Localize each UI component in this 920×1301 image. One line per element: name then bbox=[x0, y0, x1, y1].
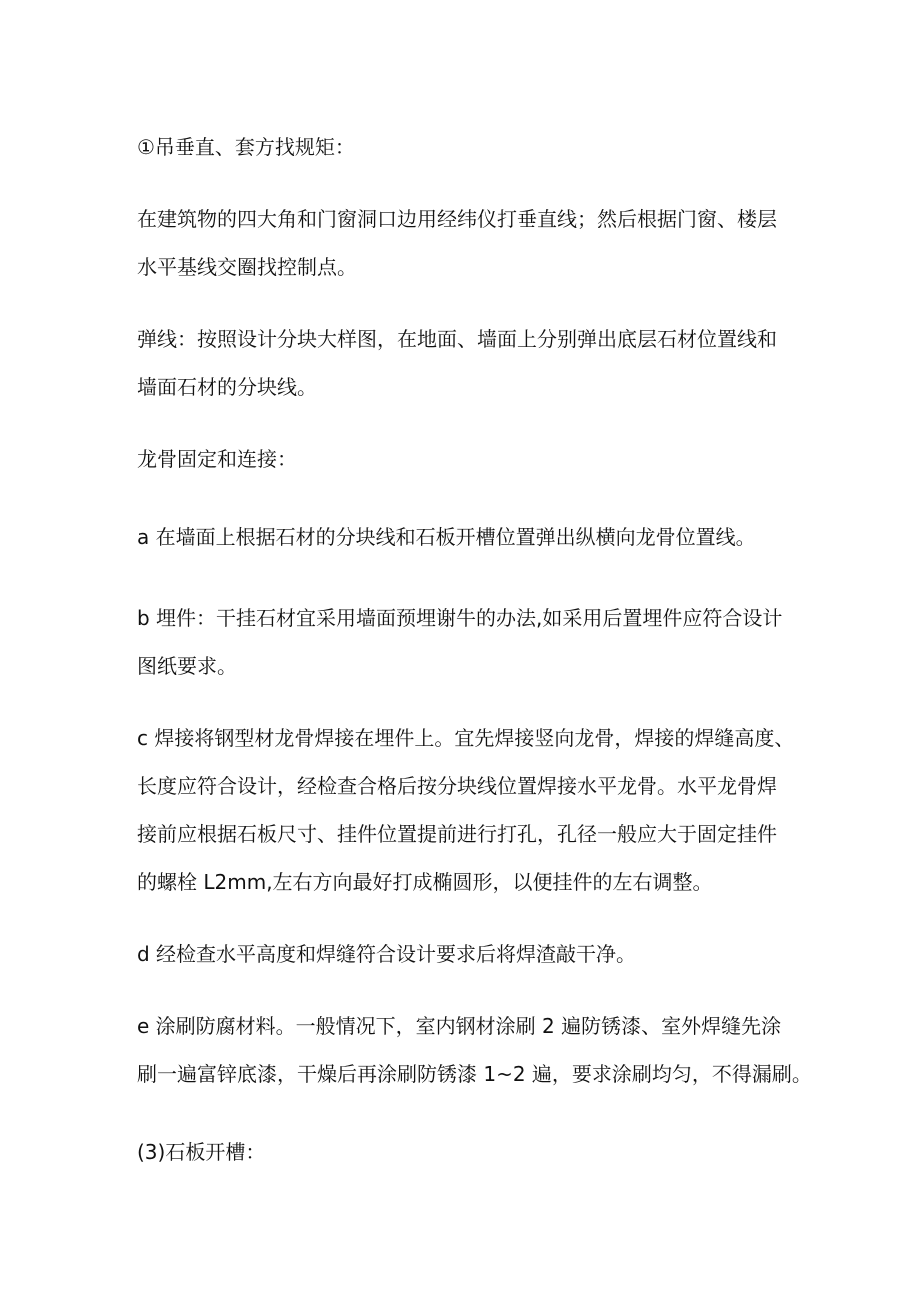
item-e-line-2: 刷一遍富锌底漆，干燥后再涂刷防锈漆 1~2 遍，要求涂刷均匀，不得漏刷。 bbox=[137, 1062, 812, 1086]
item-e-line-1: e 涂刷防腐材料。一般情况下，室内钢材涂刷 2 遍防锈漆、室外焊缝先涂 bbox=[137, 1014, 782, 1038]
item-b-line-2: 图纸要求。 bbox=[137, 654, 237, 678]
heading-stone-slotting: (3)石板开槽： bbox=[137, 1140, 266, 1164]
item-a-line-1: a 在墙面上根据石材的分块线和石板开槽位置弹出纵横向龙骨位置线。 bbox=[137, 525, 756, 549]
paragraph-snapline-line-1: 弹线：按照设计分块大样图，在地面、墙面上分别弹出底层石材位置线和 bbox=[137, 327, 777, 351]
paragraph-snapline-line-2: 墙面石材的分块线。 bbox=[137, 375, 317, 399]
item-c-line-1: c 焊接将钢型材龙骨焊接在埋件上。宜先焊接竖向龙骨，焊接的焊缝高度、 bbox=[137, 726, 795, 750]
item-c-line-2: 长度应符合设计，经检查合格后按分块线位置焊接水平龙骨。水平龙骨焊 bbox=[137, 774, 777, 798]
paragraph-plumb-line-2: 水平基线交圈找控制点。 bbox=[137, 255, 357, 279]
paragraph-plumb-line-1: 在建筑物的四大角和门窗洞口边用经纬仪打垂直线；然后根据门窗、楼层 bbox=[137, 207, 777, 231]
heading-keel-fixing: 龙骨固定和连接： bbox=[137, 447, 297, 471]
item-c-line-3: 接前应根据石板尺寸、挂件位置提前进行打孔，孔径一般应大于固定挂件 bbox=[137, 822, 777, 846]
item-c-line-4: 的螺栓 L2mm,左右方向最好打成椭圆形，以便挂件的左右调整。 bbox=[137, 870, 713, 894]
item-b-line-1: b 埋件：干挂石材宜采用墙面预埋谢牛的办法,如采用后置埋件应符合设计 bbox=[137, 606, 783, 630]
item-d-line-1: d 经检查水平高度和焊缝符合设计要求后将焊渣敲干净。 bbox=[137, 942, 637, 966]
heading-plumb-squaring: ①吊垂直、套方找规矩： bbox=[137, 135, 355, 159]
